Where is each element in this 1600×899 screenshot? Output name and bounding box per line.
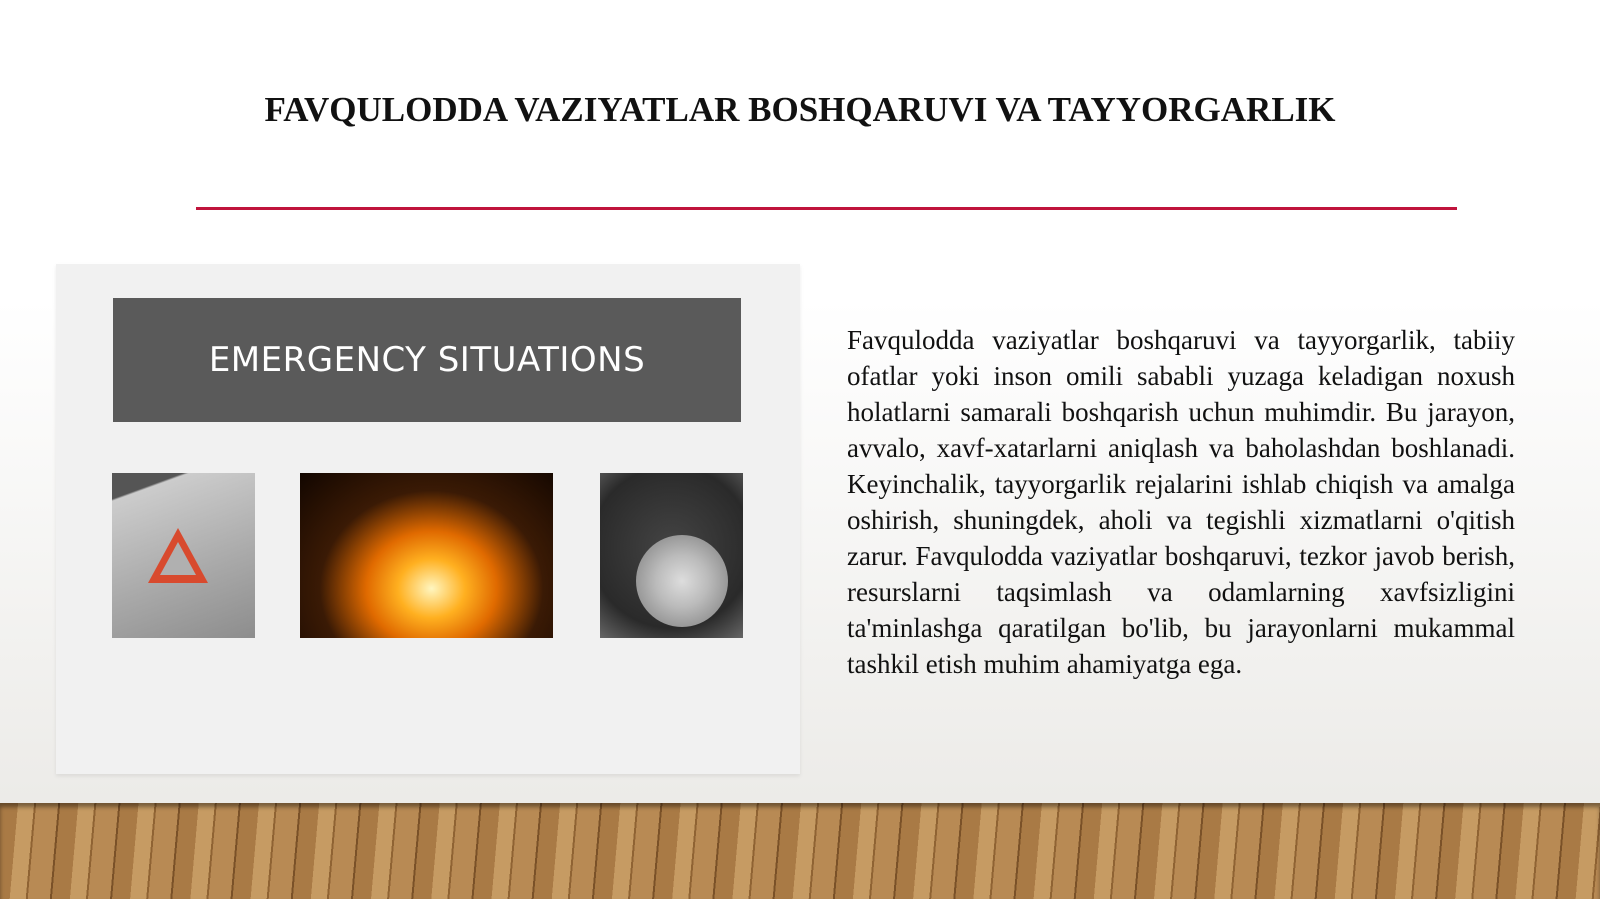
title-divider <box>196 207 1457 210</box>
wheel-hub-icon <box>636 535 728 627</box>
warning-triangle-photo <box>112 473 255 638</box>
body-paragraph: Favqulodda vaziyatlar boshqaruvi va tayyorgarlik, tabiiy ofatlar yoki inson omili sababli yuzaga keladigan noxush holatlarni samarali boshqarish uchun muhimdir. Bu jarayon, avvalo, xavf-xatarlarni aniqlash va baholashdan boshlanadi. Keyinchalik, tayyorgarlik rejalarini ishlab chiqish va amalga oshirish, shuningdek, aholi va tegishli xizmatlarni o'qitish zarur. Favqulodda vaziyatlar boshqaruvi, tezkor javob berish, resurslarni taqsimlash va odamlarning xavfsizligini ta'minlashga qaratilgan bo'lib, bu jarayonlarni mukammal tashkil etish muhim ahamiyatga ega. <box>847 325 1515 679</box>
emergency-banner: EMERGENCY SITUATIONS <box>113 298 741 422</box>
flat-tire-photo <box>600 473 743 638</box>
slide-title: FAVQULODDA VAZIYATLAR BOSHQARUVI VA TAYYORGARLIK <box>264 90 1336 129</box>
warning-triangle-icon <box>148 528 208 583</box>
image-panel <box>56 264 800 774</box>
wood-floor-decoration <box>0 803 1600 899</box>
fire-photo <box>300 473 553 638</box>
